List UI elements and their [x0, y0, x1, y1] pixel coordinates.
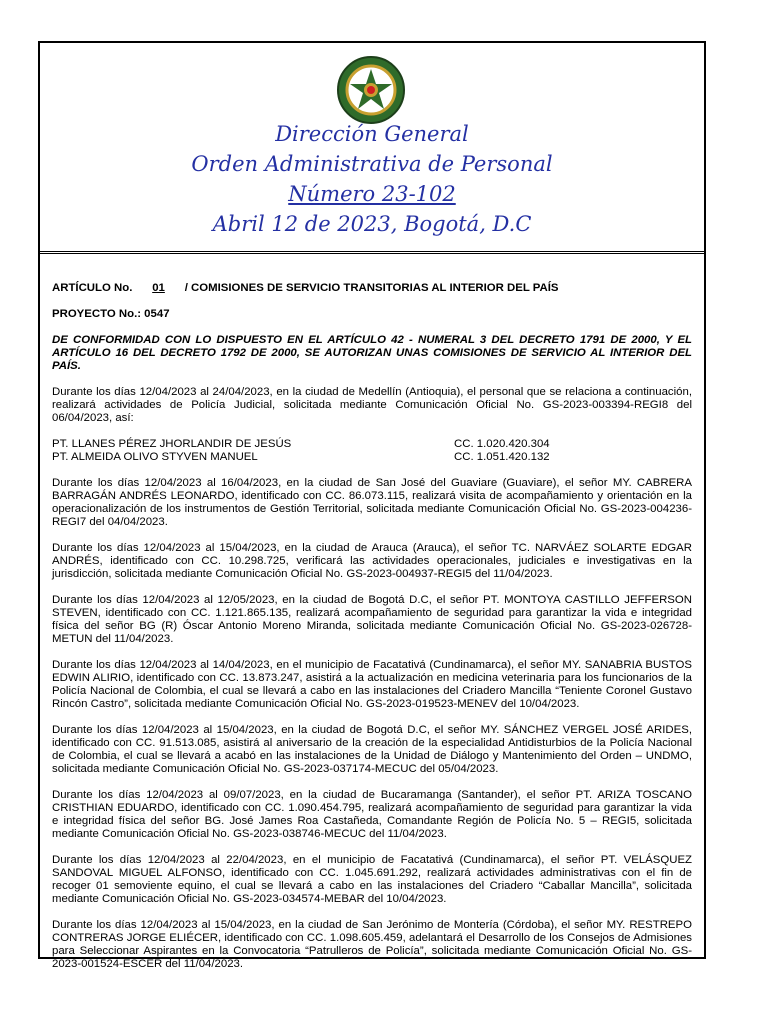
document-title-block: [40, 119, 704, 239]
title-direction: Dirección General: [275, 122, 469, 146]
personnel-row: [52, 438, 692, 451]
commission-paragraph: Durante los días 12/04/2023 al 12/05/2023, en la ciudad de Bogotá D.C, el señor PT. MONTOYA CASTILLO JEFFERSON STEVEN, identificado con CC. 1.121.865.135, realizará acompañamiento de seguridad para garantizar la vida e integridad física del señor BG (R) Óscar Antonio Moreno Miranda, solicitada mediante Comunicación Oficial No. GS-2023-026728-METUN del 11/04/2023.: [52, 594, 692, 645]
commission-paragraph: Durante los días 12/04/2023 al 14/04/2023, en el municipio de Facatativá (Cundinamarca), el señor MY. SANABRIA BUSTOS EDWIN ALIRIO, identificado con CC. 13.873.247, asistirá a la actualización en medicina veterinaria para los funcionarios de la Policía Nacional de Colombia, el cual se llevará a cabo en las instalaciones del Criadero Mancilla “Teniente Coronel Gustavo Rincón Castro”, solicitada mediante Comunicación Oficial No. GS-2023-019523-MENEV del 10/04/2023.: [52, 659, 692, 710]
personnel-name: PT. LLANES PÉREZ JHORLANDIR DE JESÚS: [52, 438, 292, 450]
personnel-row: [52, 451, 692, 464]
title-number: Número 23-102: [288, 182, 456, 206]
document-body: [40, 254, 704, 971]
commission-paragraph: Durante los días 12/04/2023 al 15/04/2023, en la ciudad de Arauca (Arauca), el señor TC. NARVÁEZ SOLARTE EDGAR ANDRÉS, identificado con CC. 10.298.725, verificará las actividades operacionales, judiciales e investigativas en la jurisdicción, solicitada mediante Comunicación Oficial No. GS-2023-004937-REGI5 del 11/04/2023.: [52, 542, 692, 580]
commission-paragraph: Durante los días 12/04/2023 al 16/04/2023, en la ciudad de San José del Guaviare (Guaviare), el señor MY. CABRERA BARRAGÁN ANDRÉS LEONARDO, identificado con CC. 86.073.115, realizará visita de acompañamiento y orientación en la operacionalización de los instrumentos de Gestión Territorial, solicitada mediante Comunicación Oficial No. GS-2023-004236-REGI7 del 04/04/2023.: [52, 477, 692, 528]
article-prefix: ARTÍCULO No.: [52, 282, 133, 294]
title-order: Orden Administrativa de Personal: [191, 152, 553, 176]
commission-paragraph: Durante los días 12/04/2023 al 15/04/2023, en la ciudad de San Jerónimo de Montería (Córdoba), el señor MY. RESTREPO CONTRERAS JORGE ELIÉCER, identificado con CC. 1.098.605.459, adelantará el Desarrollo de los Consejos de Admisiones para Seleccionar Aspirantes en la Convocatoria “Patrulleros de Policía”, solicitada mediante Comunicación Oficial No. GS-2023-001524-ESCER del 11/04/2023.: [52, 919, 692, 970]
project-number: PROYECTO No.: 0547: [52, 308, 170, 320]
commission-paragraph: Durante los días 12/04/2023 al 22/04/2023, en el municipio de Facatativá (Cundinamarca), el señor PT. VELÁSQUEZ SANDOVAL MIGUEL ALFONSO, identificado con CC. 1.045.691.292, realizará actividades administrativas con el fin de recoger 01 semoviente equino, el cual se llevará a cabo en las instalaciones del Criadero “Caballar Mancilla”, solicitada mediante Comunicación Oficial No. GS-2023-034574-MEBAR del 10/04/2023.: [52, 854, 692, 905]
personnel-id: CC. 1.051.420.132: [454, 451, 550, 463]
legal-preamble: DE CONFORMIDAD CON LO DISPUESTO EN EL ARTÍCULO 42 - NUMERAL 3 DEL DECRETO 1791 DE 2000, Y EL ARTÍCULO 16 DEL DECRETO 1792 DE 2000, SE AUTORIZAN UNAS COMISIONES DE SERVICIO AL INTERIOR DEL PAÍS.: [52, 334, 692, 372]
document-page: [38, 41, 706, 970]
paragraph-intro: Durante los días 12/04/2023 al 24/04/2023, en la ciudad de Medellín (Antioquia), el personal que se relaciona a continuación, realizará actividades de Policía Judicial, solicitada mediante Comunicación Oficial No. GS-2023-003394-REGI8 del 06/04/2023, así:: [52, 386, 692, 424]
title-date: Abril 12 de 2023, Bogotá, D.C: [212, 212, 532, 236]
commission-paragraph: Durante los días 12/04/2023 al 15/04/2023, en la ciudad de Bogotá D.C, el señor MY. SÁNCHEZ VERGEL JOSÉ ARIDES, identificado con CC. 91.513.085, asistirá al aniversario de la creación de la especialidad Antidisturbios de la Policía Nacional de Colombia, el cual se llevará a acabó en las instalaciones de la Unidad de Diálogo y Mantenimiento del Orden – UNDMO, solicitada mediante Comunicación Oficial No. GS-2023-037174-MECUC del 05/04/2023.: [52, 724, 692, 775]
personnel-id: CC. 1.020.420.304: [454, 438, 550, 450]
article-title: / COMISIONES DE SERVICIO TRANSITORIAS AL INTERIOR DEL PAÍS: [184, 282, 559, 294]
personnel-name: PT. ALMEIDA OLIVO STYVEN MANUEL: [52, 451, 258, 463]
commission-paragraph: Durante los días 12/04/2023 al 09/07/2023, en la ciudad de Bucaramanga (Santander), el señor PT. ARIZA TOSCANO CRISTHIAN EDUARDO, identificado con CC. 1.090.454.795, realizará acompañamiento de seguridad para garantizar la vida e integridad física del señor BG. José James Roa Castañeda, Comandante Región de Policía No. 5 – REGI5, solicitada mediante Comunicación Oficial No. GS-2023-038746-MECUC del 11/04/2023.: [52, 789, 692, 840]
personnel-list: [52, 438, 692, 464]
document-header: [40, 43, 704, 254]
article-number: 01: [152, 282, 165, 294]
policia-nacional-seal: [336, 55, 406, 125]
article-heading: [52, 282, 692, 295]
